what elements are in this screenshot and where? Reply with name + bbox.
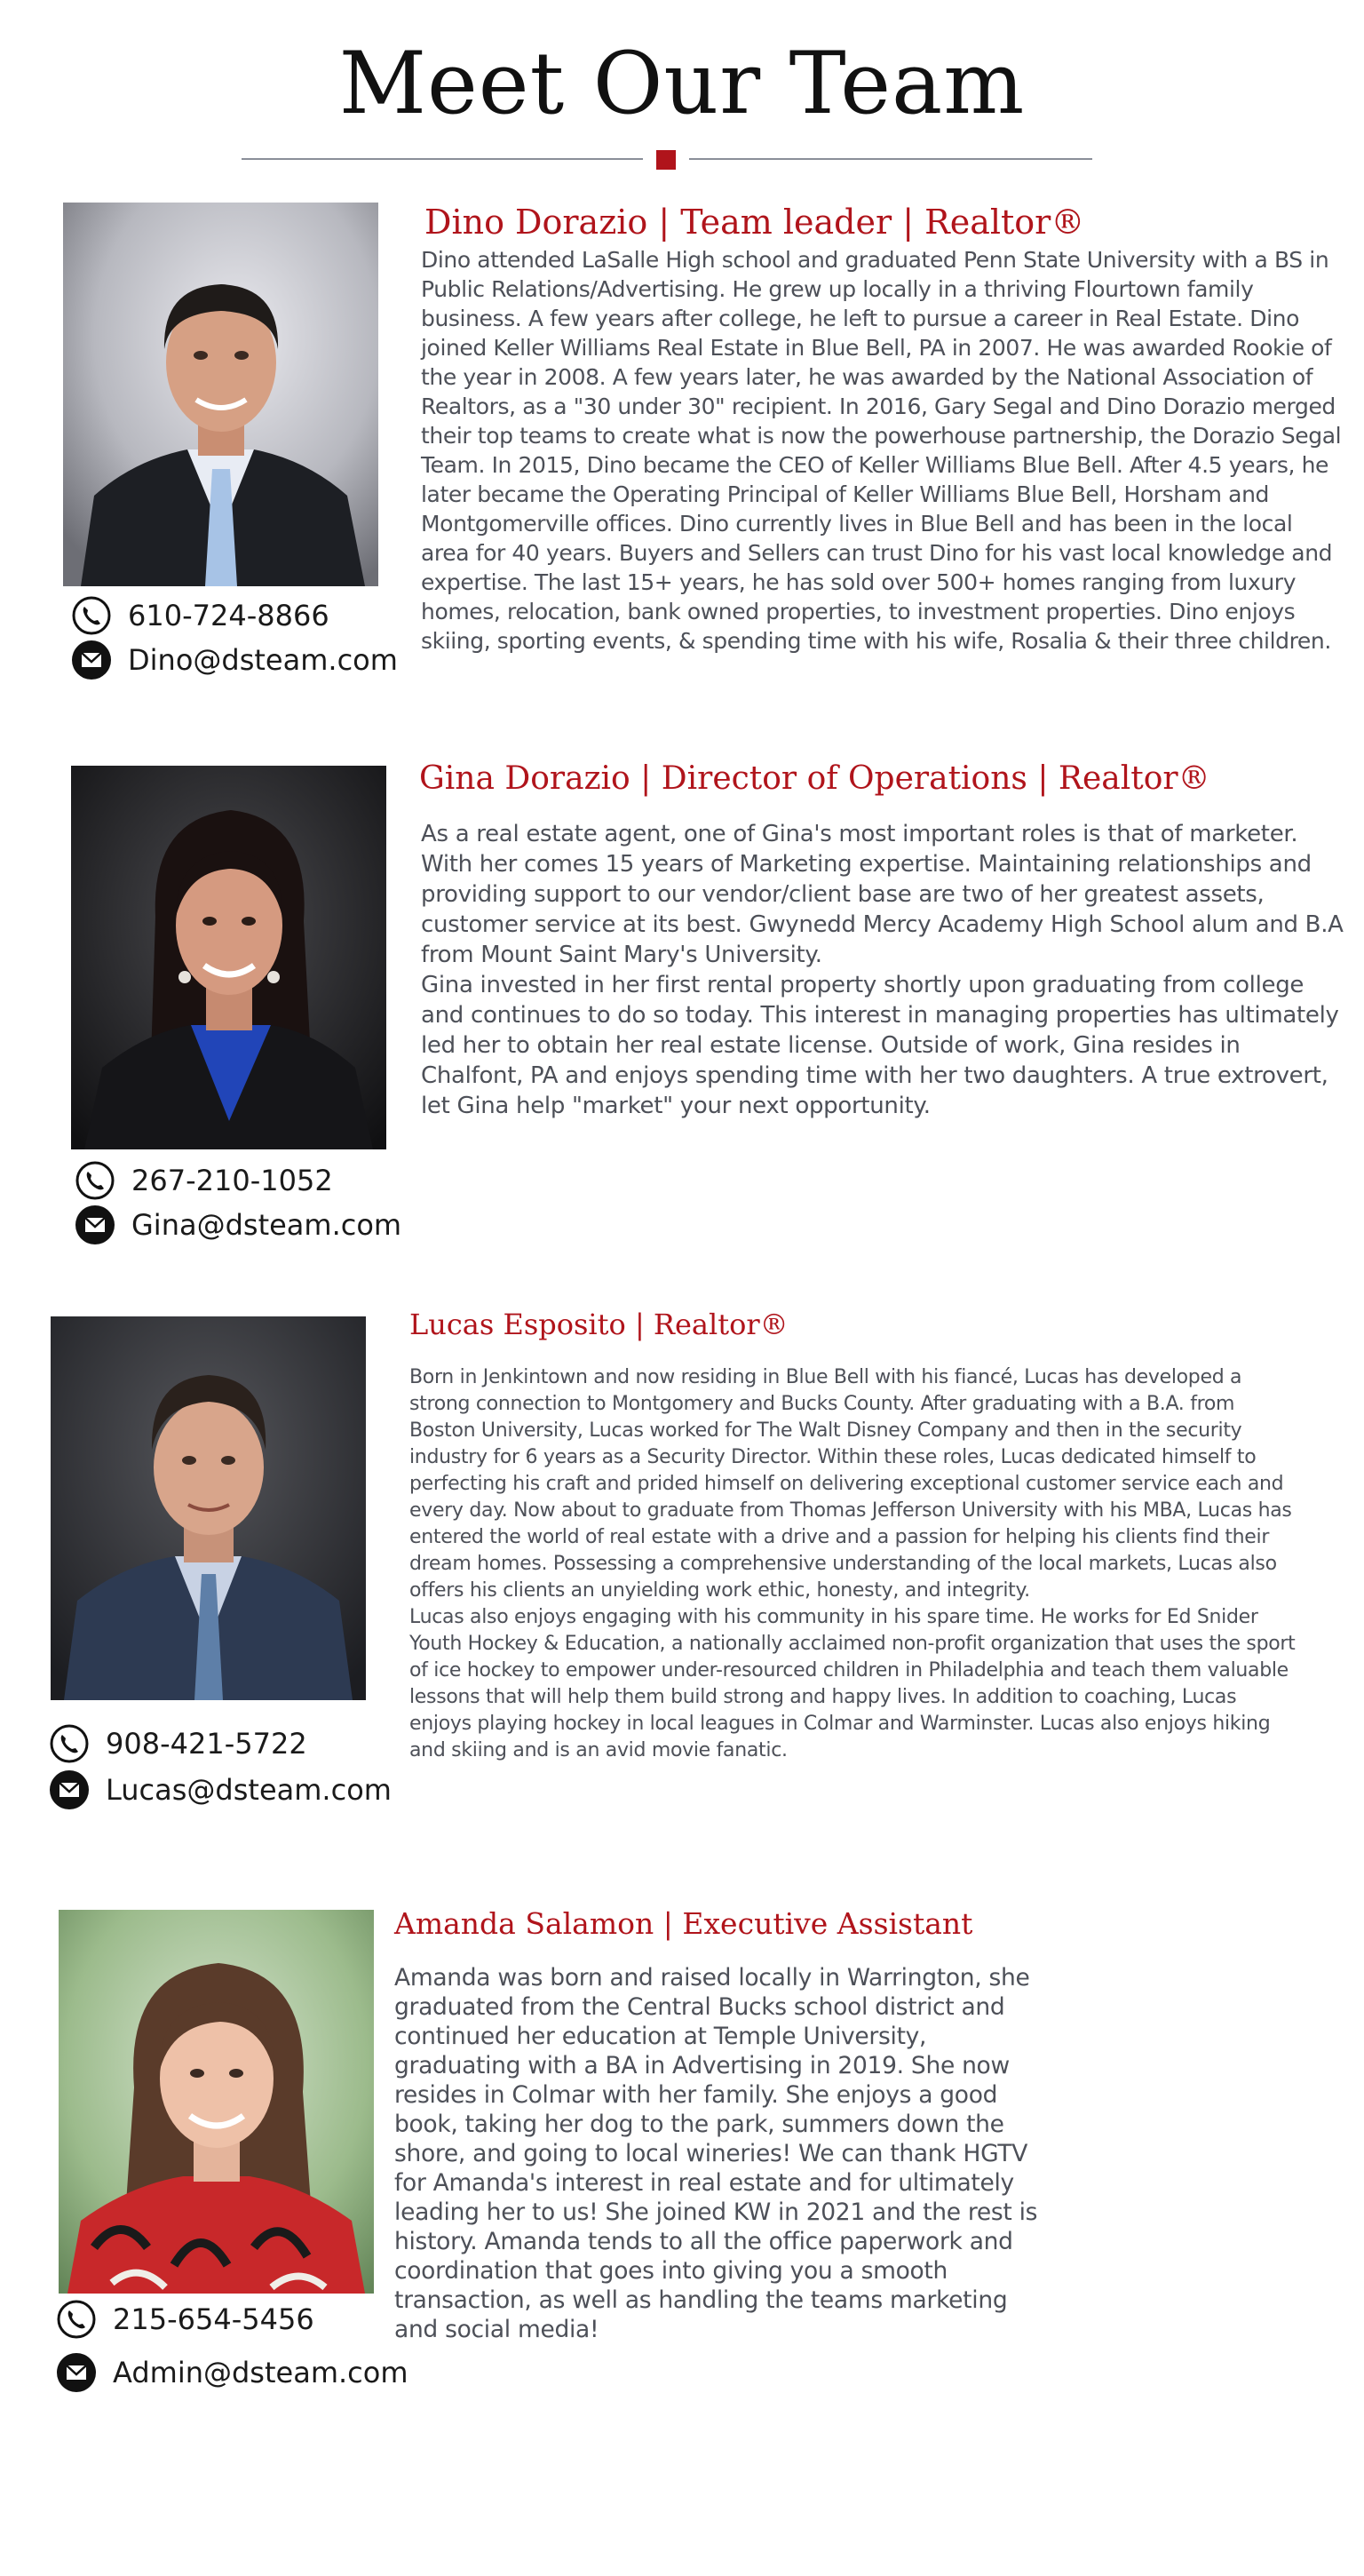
lucas-phone[interactable] [49, 1723, 307, 1764]
dino-email[interactable] [71, 640, 398, 680]
title-divider-right [689, 158, 1092, 160]
lucas-bio-paragraph-2: Lucas also enjoys engaging with his community in his spare time. He works for Ed Snider Youth Hockey & Education, a nationally acclaimed non-profit organization that uses the sport of ice hockey to empower under-resourced children in Philadelphia and teach them valuable lessons that will help them build strong and happy lives. In addition to coaching, Lucas enjoys playing hockey in local leagues in Colmar and Warminster. Lucas also enjoys hiking and skiing and is an avid movie fanatic. [409, 1606, 1296, 1761]
dino-bio-paragraph: Dino attended LaSalle High school and graduated Penn State University with a BS in Public Relations/Advertising. He grew up locally in a thriving Flourtown family business. A few years after college, he left to pursue a career in Real Estate. Dino joined Keller Williams Real Estate in Blue Bell, PA in 2007. He was awarded Rookie of the year in 2008. A few years later, he was awarded by the National Association of Realtors, as a "30 under 30" recipient. In 2016, Gary Segal and Dino Dorazio merged their top teams to create what is now the powerhouse partnership, the Dorazio Segal Team. In 2015, Dino became the CEO of Keller Williams Blue Bell. After 4.5 years, he later became the Operating Principal of Keller Williams Blue Bell, Horsham and Montgomerville offices. Dino currently lives in Blue Bell and has been in the local area for 40 years. Buyers and Sellers can trust Dino for his vast local knowledge and expertise. The last 15+ years, he has sold over 500+ homes ranging from luxury homes, relocation, bank owned properties, to investment properties. Dino enjoys skiing, sporting events, & spending time with his wife, Rosalia & their three children. [421, 247, 1342, 654]
gina-bio-paragraph-1: As a real estate agent, one of Gina's most important roles is that of marketer. With her comes 15 years of Marketing expertise. Maintaining relationships and providing support to our vendor/client base are two of her greatest assets, customer service at its best. Gwynedd Mercy Academy High School alum and B.A from Mount Saint Mary's University. [421, 821, 1344, 968]
mail-icon [56, 2352, 97, 2393]
lucas-photo [51, 1316, 366, 1700]
gina-email[interactable] [75, 1205, 401, 1245]
dino-phone[interactable] [71, 595, 329, 636]
amanda-email[interactable] [56, 2352, 408, 2393]
phone-icon [56, 2299, 97, 2340]
title-divider-left [242, 158, 643, 160]
lucas-bio-paragraph-1: Born in Jenkintown and now residing in Blue Bell with his fiancé, Lucas has developed a strong connection to Montgomery and Bucks County. After graduating with a B.A. from Boston University, Lucas worked for The Walt Disney Company and then in the security industry for 6 years as a Security Director. Within these roles, Lucas dedicated himself to perfecting his craft and prided himself on delivering exceptional customer service each and every day. Now about to graduate from Thomas Jefferson University with his MBA, Lucas has entered the world of real estate with a drive and a passion for helping his clients find their dream homes. Possessing a comprehensive understanding of the local markets, Lucas also offers his clients an unyielding work ethic, honesty, and integrity. [409, 1366, 1292, 1602]
gina-photo [71, 766, 386, 1149]
gina-phone-text: 267-210-1052 [131, 1164, 333, 1197]
gina-bio [421, 819, 1344, 1121]
title-divider-square [656, 150, 676, 170]
gina-phone[interactable] [75, 1160, 333, 1201]
mail-icon [49, 1769, 90, 1810]
amanda-photo [59, 1910, 374, 2294]
phone-icon [71, 595, 112, 636]
gina-bio-paragraph-2: Gina invested in her first rental property shortly upon graduating from college and continues to do so today. This interest in managing properties has ultimately led her to obtain her real estate license. Outside of work, Gina resides in Chalfont, PA and enjoys spending time with her two daughters. A true extrovert, let Gina help "market" your next opportunity. [421, 972, 1339, 1119]
amanda-email-text: Admin@dsteam.com [113, 2356, 408, 2389]
amanda-bio-paragraph: Amanda was born and raised locally in Warrington, she graduated from the Central Bucks school district and continued her education at Temple University, graduating with a BA in Advertising in 2019. She now resides in Colmar with her family. She enjoys a good book, taking her dog to the park, summers down the shore, and going to local wineries! We can thank HGTV for Amanda's interest in real estate and for ultimately leading her to us! She joined KW in 2021 and the rest is history. Amanda tends to all the office paperwork and coordination that goes into giving you a smooth transaction, as well as handling the teams marketing and social media! [394, 1964, 1038, 2343]
dino-bio [421, 245, 1344, 656]
phone-icon [49, 1723, 90, 1764]
dino-heading: Dino Dorazio | Team leader | Realtor® [424, 203, 1085, 242]
gina-heading: Gina Dorazio | Director of Operations | Realtor® [419, 760, 1210, 797]
dino-photo [63, 203, 378, 586]
lucas-phone-text: 908-421-5722 [106, 1727, 307, 1761]
gina-email-text: Gina@dsteam.com [131, 1208, 402, 1242]
lucas-bio [409, 1364, 1297, 1764]
phone-icon [75, 1160, 115, 1201]
lucas-email-text: Lucas@dsteam.com [106, 1773, 392, 1807]
dino-phone-text: 610-724-8866 [128, 599, 329, 632]
amanda-bio [394, 1963, 1051, 2344]
lucas-email[interactable] [49, 1769, 392, 1810]
dino-email-text: Dino@dsteam.com [128, 643, 398, 677]
mail-icon [71, 640, 112, 680]
lucas-heading: Lucas Esposito | Realtor® [409, 1308, 789, 1341]
amanda-heading: Amanda Salamon | Executive Assistant [394, 1906, 973, 1941]
page-title: Meet Our Team [338, 34, 1026, 133]
amanda-phone[interactable] [56, 2299, 314, 2340]
amanda-phone-text: 215-654-5456 [113, 2302, 314, 2336]
mail-icon [75, 1205, 115, 1245]
